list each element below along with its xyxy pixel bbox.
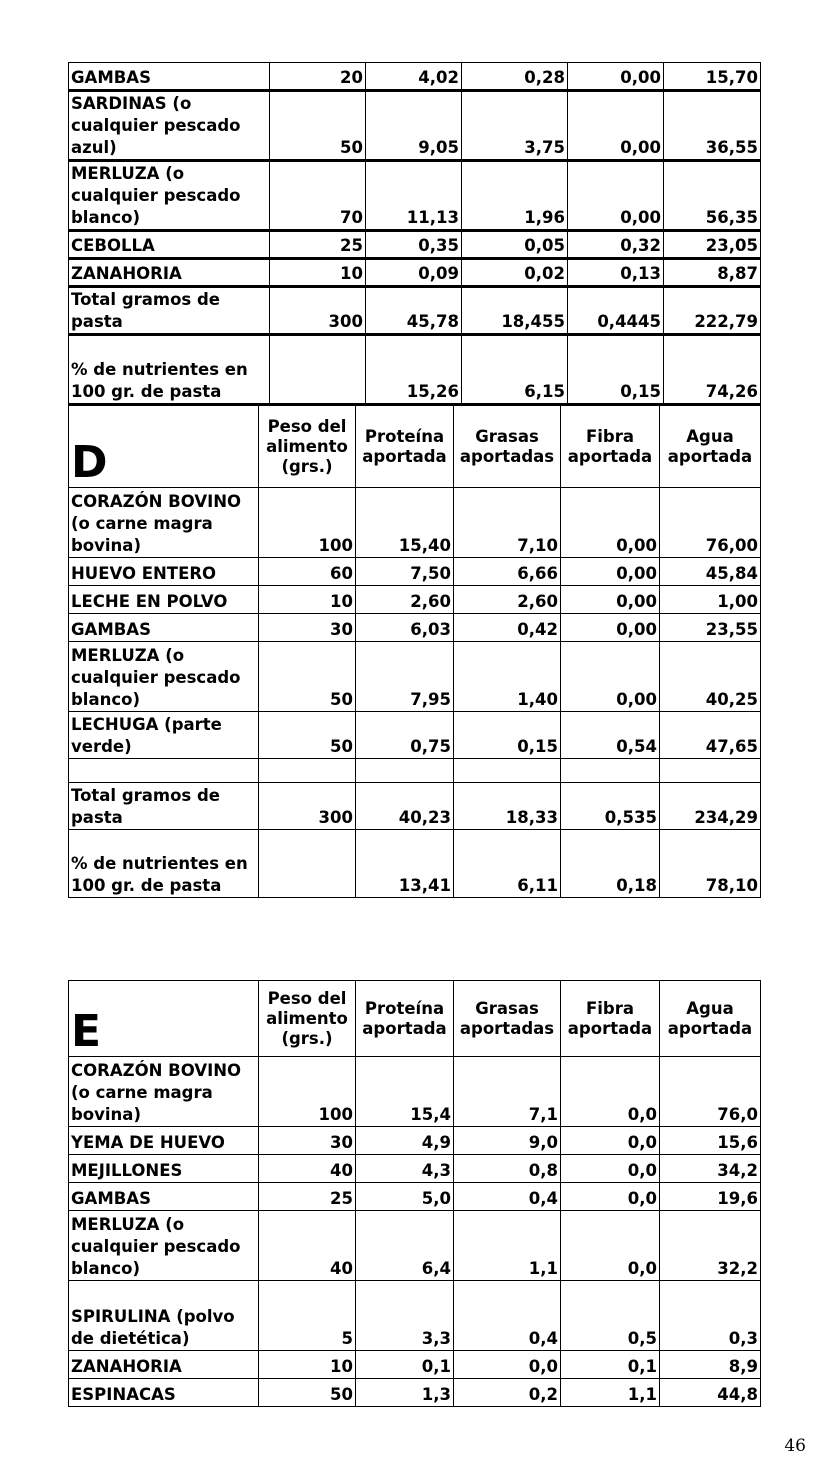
grasas-cell: 1,1: [454, 1211, 561, 1281]
proteina-cell: 6,4: [356, 1211, 454, 1281]
peso-cell: 50: [259, 712, 356, 759]
agua-cell: 36,55: [664, 91, 761, 161]
peso-cell: 300: [259, 783, 356, 830]
food-name: % de nutrientes en 100 gr. de pasta: [69, 335, 270, 405]
fibra-cell: 0,0: [561, 1127, 660, 1155]
header-fibra: Fibra aportada: [561, 406, 660, 488]
peso-cell: 25: [270, 231, 366, 259]
percent-row: [69, 830, 761, 898]
fibra-cell: 0,0: [561, 1211, 660, 1281]
food-name: YEMA DE HUEVO: [69, 1127, 259, 1155]
table-row: [69, 1127, 761, 1155]
table-d: [68, 405, 761, 898]
table-row: [69, 586, 761, 614]
fibra-cell: 0,5: [561, 1281, 660, 1351]
header-grasas: Grasas aportadas: [454, 406, 561, 488]
peso-cell: [270, 335, 366, 405]
fibra-cell: 0,00: [568, 161, 664, 231]
food-name: ZANAHORIA: [69, 259, 270, 287]
agua-cell: 234,29: [660, 783, 761, 830]
proteina-cell: 1,3: [356, 1379, 454, 1407]
peso-cell: 40: [259, 1155, 356, 1183]
grasas-cell: 0,42: [454, 614, 561, 642]
peso-cell: 5: [259, 1281, 356, 1351]
proteina-cell: 0,35: [366, 231, 462, 259]
grasas-cell: [454, 759, 561, 783]
peso-cell: 25: [259, 1183, 356, 1211]
fibra-cell: [561, 759, 660, 783]
food-name: SARDINAS (o cualquier pescado azul): [69, 91, 270, 161]
peso-cell: 10: [259, 1351, 356, 1379]
agua-cell: 56,35: [664, 161, 761, 231]
grasas-cell: 18,33: [454, 783, 561, 830]
peso-cell: 100: [259, 488, 356, 558]
header-row: [69, 406, 761, 488]
food-name: LECHUGA (parte verde): [69, 712, 259, 759]
peso-cell: 100: [259, 1057, 356, 1127]
proteina-cell: 7,50: [356, 558, 454, 586]
fibra-cell: 0,00: [568, 63, 664, 91]
header-peso: Peso del alimento (grs.): [259, 406, 356, 488]
proteina-cell: 11,13: [366, 161, 462, 231]
food-name: MERLUZA (o cualquier pescado blanco): [69, 642, 259, 712]
agua-cell: 78,10: [660, 830, 761, 898]
food-name: MERLUZA (o cualquier pescado blanco): [69, 161, 270, 231]
proteina-cell: 13,41: [356, 830, 454, 898]
grasas-cell: 3,75: [462, 91, 568, 161]
agua-cell: 76,0: [660, 1057, 761, 1127]
proteina-cell: 40,23: [356, 783, 454, 830]
agua-cell: 47,65: [660, 712, 761, 759]
agua-cell: 34,2: [660, 1155, 761, 1183]
proteina-cell: 4,02: [366, 63, 462, 91]
table-row: [69, 63, 761, 91]
grasas-cell: 6,15: [462, 335, 568, 405]
fibra-cell: 0,32: [568, 231, 664, 259]
proteina-cell: 15,4: [356, 1057, 454, 1127]
header-row: [69, 981, 761, 1057]
grasas-cell: 7,10: [454, 488, 561, 558]
table-row: [69, 614, 761, 642]
table-row: [69, 558, 761, 586]
table-row: [69, 1057, 761, 1127]
agua-cell: 23,55: [660, 614, 761, 642]
peso-cell: 10: [270, 259, 366, 287]
fibra-cell: 0,535: [561, 783, 660, 830]
fibra-cell: 1,1: [561, 1379, 660, 1407]
fibra-cell: 0,4445: [568, 287, 664, 335]
food-name: HUEVO ENTERO: [69, 558, 259, 586]
table-row: [69, 1183, 761, 1211]
proteina-cell: 5,0: [356, 1183, 454, 1211]
agua-cell: 8,87: [664, 259, 761, 287]
fibra-cell: 0,00: [568, 91, 664, 161]
agua-cell: 32,2: [660, 1211, 761, 1281]
table-row: [69, 1155, 761, 1183]
food-name: SPIRULINA (polvo de dietética): [69, 1281, 259, 1351]
food-name: GAMBAS: [69, 1183, 259, 1211]
proteina-cell: 15,26: [366, 335, 462, 405]
header-proteina: Proteína aportada: [356, 981, 454, 1057]
food-name: LECHE EN POLVO: [69, 586, 259, 614]
fibra-cell: 0,0: [561, 1057, 660, 1127]
proteina-cell: 4,3: [356, 1155, 454, 1183]
grasas-cell: 0,02: [462, 259, 568, 287]
agua-cell: 222,79: [664, 287, 761, 335]
fibra-cell: 0,0: [561, 1183, 660, 1211]
grasas-cell: 6,11: [454, 830, 561, 898]
grasas-cell: 9,0: [454, 1127, 561, 1155]
total-row: [69, 287, 761, 335]
proteina-cell: 0,75: [356, 712, 454, 759]
fibra-cell: 0,00: [561, 488, 660, 558]
fibra-cell: 0,13: [568, 259, 664, 287]
table-row: [69, 1211, 761, 1281]
agua-cell: 40,25: [660, 642, 761, 712]
fibra-cell: 0,18: [561, 830, 660, 898]
grasas-cell: 18,455: [462, 287, 568, 335]
food-name: % de nutrientes en 100 gr. de pasta: [69, 830, 259, 898]
food-name: MEJILLONES: [69, 1155, 259, 1183]
table-e: [68, 980, 761, 1407]
table-row: [69, 259, 761, 287]
header-agua: Agua aportada: [660, 981, 761, 1057]
grasas-cell: 2,60: [454, 586, 561, 614]
peso-cell: 40: [259, 1211, 356, 1281]
table-c-continuation: [68, 62, 761, 406]
fibra-cell: 0,1: [561, 1351, 660, 1379]
table-row: [69, 1351, 761, 1379]
grasas-cell: 0,4: [454, 1281, 561, 1351]
peso-cell: 50: [259, 1379, 356, 1407]
fibra-cell: 0,15: [568, 335, 664, 405]
grasas-cell: 0,4: [454, 1183, 561, 1211]
fibra-cell: 0,00: [561, 614, 660, 642]
food-name: [69, 759, 259, 783]
peso-cell: [259, 830, 356, 898]
proteina-cell: [356, 759, 454, 783]
page-number: 46: [784, 1436, 806, 1456]
fibra-cell: 0,00: [561, 586, 660, 614]
proteina-cell: 15,40: [356, 488, 454, 558]
grasas-cell: 1,40: [454, 642, 561, 712]
header-grasas: Grasas aportadas: [454, 981, 561, 1057]
grasas-cell: 0,05: [462, 231, 568, 259]
agua-cell: [660, 759, 761, 783]
fibra-cell: 0,54: [561, 712, 660, 759]
peso-cell: 60: [259, 558, 356, 586]
food-name: ESPINACAS: [69, 1379, 259, 1407]
agua-cell: 19,6: [660, 1183, 761, 1211]
proteina-cell: 4,9: [356, 1127, 454, 1155]
agua-cell: 15,6: [660, 1127, 761, 1155]
peso-cell: 70: [270, 161, 366, 231]
fibra-cell: 0,00: [561, 642, 660, 712]
header-fibra: Fibra aportada: [561, 981, 660, 1057]
agua-cell: 45,84: [660, 558, 761, 586]
header-agua: Agua aportada: [660, 406, 761, 488]
header-peso: Peso del alimento (grs.): [259, 981, 356, 1057]
food-name: CEBOLLA: [69, 231, 270, 259]
food-name: CORAZÓN BOVINO (o carne magra bovina): [69, 488, 259, 558]
table-letter: D: [69, 406, 259, 488]
proteina-cell: 0,1: [356, 1351, 454, 1379]
food-name: GAMBAS: [69, 63, 270, 91]
grasas-cell: 0,28: [462, 63, 568, 91]
food-name: GAMBAS: [69, 614, 259, 642]
grasas-cell: 1,96: [462, 161, 568, 231]
food-name: CORAZÓN BOVINO (o carne magra bovina): [69, 1057, 259, 1127]
proteina-cell: 45,78: [366, 287, 462, 335]
grasas-cell: 7,1: [454, 1057, 561, 1127]
table-row: [69, 712, 761, 759]
table-letter: E: [69, 981, 259, 1057]
grasas-cell: 0,2: [454, 1379, 561, 1407]
agua-cell: 23,05: [664, 231, 761, 259]
grasas-cell: 0,15: [454, 712, 561, 759]
total-row: [69, 783, 761, 830]
proteina-cell: 2,60: [356, 586, 454, 614]
grasas-cell: 0,0: [454, 1351, 561, 1379]
peso-cell: 50: [270, 91, 366, 161]
food-name: Total gramos de pasta: [69, 287, 270, 335]
food-name: MERLUZA (o cualquier pescado blanco): [69, 1211, 259, 1281]
food-name: Total gramos de pasta: [69, 783, 259, 830]
agua-cell: 44,8: [660, 1379, 761, 1407]
agua-cell: 1,00: [660, 586, 761, 614]
table-row: [69, 161, 761, 231]
peso-cell: 50: [259, 642, 356, 712]
peso-cell: 300: [270, 287, 366, 335]
fibra-cell: 0,0: [561, 1155, 660, 1183]
table-row: [69, 642, 761, 712]
peso-cell: [259, 759, 356, 783]
peso-cell: 30: [259, 1127, 356, 1155]
proteina-cell: 7,95: [356, 642, 454, 712]
peso-cell: 10: [259, 586, 356, 614]
proteina-cell: 3,3: [356, 1281, 454, 1351]
table-row: [69, 488, 761, 558]
peso-cell: 20: [270, 63, 366, 91]
grasas-cell: 0,8: [454, 1155, 561, 1183]
proteina-cell: 9,05: [366, 91, 462, 161]
proteina-cell: 6,03: [356, 614, 454, 642]
table-row: [69, 1379, 761, 1407]
table-row: [69, 759, 761, 783]
table-row: [69, 231, 761, 259]
agua-cell: 74,26: [664, 335, 761, 405]
agua-cell: 15,70: [664, 63, 761, 91]
proteina-cell: 0,09: [366, 259, 462, 287]
peso-cell: 30: [259, 614, 356, 642]
agua-cell: 0,3: [660, 1281, 761, 1351]
percent-row: [69, 335, 761, 405]
table-row: [69, 91, 761, 161]
header-proteina: Proteína aportada: [356, 406, 454, 488]
agua-cell: 76,00: [660, 488, 761, 558]
table-row: [69, 1281, 761, 1351]
grasas-cell: 6,66: [454, 558, 561, 586]
fibra-cell: 0,00: [561, 558, 660, 586]
food-name: ZANAHORIA: [69, 1351, 259, 1379]
agua-cell: 8,9: [660, 1351, 761, 1379]
